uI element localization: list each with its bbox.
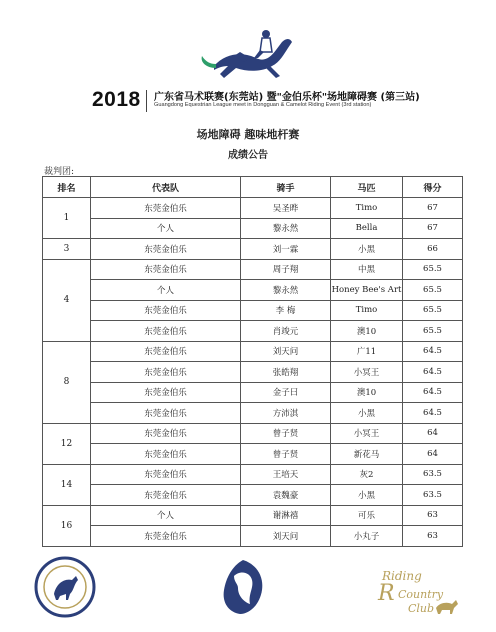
team-cell: 东莞金伯乐	[91, 321, 241, 342]
rider-cell: 谢淋禧	[241, 505, 331, 526]
competition-subtitle: 场地障碍 趣味地杆赛	[196, 128, 300, 141]
team-cell: 东莞金伯乐	[91, 464, 241, 485]
score-cell: 65.5	[403, 259, 463, 280]
score-cell: 63	[403, 505, 463, 526]
score-cell: 67	[403, 198, 463, 219]
team-cell: 东莞金伯乐	[91, 198, 241, 219]
horse-cell: 小黑	[331, 239, 403, 260]
score-cell: 64.5	[403, 382, 463, 403]
score-cell: 64.5	[403, 362, 463, 383]
rider-cell: 黎永然	[241, 218, 331, 239]
team-cell: 东莞金伯乐	[91, 239, 241, 260]
rider-cell: 曾子贤	[241, 444, 331, 465]
team-cell: 东莞金伯乐	[91, 526, 241, 547]
horse-cell: 新花马	[331, 444, 403, 465]
table-row	[43, 300, 463, 321]
club-horse-head-logo	[220, 558, 266, 616]
svg-text:R: R	[378, 581, 395, 606]
horse-cell: Timo	[331, 300, 403, 321]
header-rider: 骑手	[241, 177, 331, 198]
horse-cell: 可乐	[331, 505, 403, 526]
score-cell: 64.5	[403, 403, 463, 424]
rider-cell: 吴圣晔	[241, 198, 331, 219]
team-cell: 东莞金伯乐	[91, 259, 241, 280]
rider-cell: 张皓翔	[241, 362, 331, 383]
horse-cell: 广11	[331, 341, 403, 362]
judge-panel-label: 裁判团:	[44, 167, 75, 177]
score-cell: 63	[403, 526, 463, 547]
header-rank: 排名	[43, 177, 91, 198]
event-title-cn: 广东省马术联赛(东莞站) 暨"金伯乐杯"场地障碍赛 (第三站)	[154, 92, 420, 103]
score-cell: 65.5	[403, 280, 463, 301]
table-row	[43, 218, 463, 239]
score-cell: 64	[403, 444, 463, 465]
rank-cell: 8	[43, 341, 91, 423]
rider-cell: 方沛淇	[241, 403, 331, 424]
table-row	[43, 526, 463, 547]
score-cell: 65.5	[403, 300, 463, 321]
horse-cell: 小黑	[331, 403, 403, 424]
rider-cell: 肖竣元	[241, 321, 331, 342]
table-row	[43, 239, 463, 260]
team-cell: 东莞金伯乐	[91, 341, 241, 362]
header-score: 得分	[403, 177, 463, 198]
score-cell: 64.5	[403, 341, 463, 362]
score-cell: 63.5	[403, 464, 463, 485]
table-row	[43, 485, 463, 506]
rider-cell: 金子曰	[241, 382, 331, 403]
team-cell: 东莞金伯乐	[91, 444, 241, 465]
horse-cell: 小冥王	[331, 362, 403, 383]
rank-cell: 14	[43, 464, 91, 505]
table-row	[43, 321, 463, 342]
team-cell: 东莞金伯乐	[91, 423, 241, 444]
table-row	[43, 198, 463, 219]
svg-text:Country: Country	[398, 588, 444, 601]
event-year: 2018	[92, 88, 141, 111]
results-notice-title: 成绩公告	[228, 150, 268, 161]
table-row	[43, 259, 463, 280]
table-row	[43, 280, 463, 301]
score-cell: 67	[403, 218, 463, 239]
rider-cell: 刘天问	[241, 341, 331, 362]
table-row	[43, 341, 463, 362]
rank-cell: 3	[43, 239, 91, 260]
score-cell: 64	[403, 423, 463, 444]
horse-cell: Bella	[331, 218, 403, 239]
horse-cell: 澳10	[331, 382, 403, 403]
event-header	[92, 88, 422, 116]
svg-text:Riding: Riding	[382, 569, 422, 583]
rank-cell: 16	[43, 505, 91, 546]
team-cell: 东莞金伯乐	[91, 485, 241, 506]
rider-cell: 曾子贤	[241, 423, 331, 444]
event-title-en: Guangdong Equestrian League meet in Dongguan & Camelot Riding Event (3rd station)	[154, 102, 372, 108]
horse-cell: 小黑	[331, 485, 403, 506]
horse-cell: 澳10	[331, 321, 403, 342]
team-cell: 东莞金伯乐	[91, 362, 241, 383]
team-cell: 个人	[91, 505, 241, 526]
table-row	[43, 403, 463, 424]
rider-cell: 王培天	[241, 464, 331, 485]
table-row	[43, 382, 463, 403]
horse-cell: 中黑	[331, 259, 403, 280]
score-cell: 66	[403, 239, 463, 260]
rider-cell: 刘天问	[241, 526, 331, 547]
table-row	[43, 423, 463, 444]
horse-cell: 灰2	[331, 464, 403, 485]
score-cell: 63.5	[403, 485, 463, 506]
rider-cell: 刘一霖	[241, 239, 331, 260]
svg-text:Club: Club	[408, 602, 435, 615]
riding-country-club-logo	[372, 558, 462, 618]
guangdong-equestrian-association-logo	[34, 556, 96, 618]
table-row	[43, 444, 463, 465]
team-cell: 东莞金伯乐	[91, 403, 241, 424]
score-cell: 65.5	[403, 321, 463, 342]
rank-cell: 1	[43, 198, 91, 239]
rank-cell: 4	[43, 259, 91, 341]
table-header-row	[43, 177, 463, 198]
horse-cell: 小丸子	[331, 526, 403, 547]
team-cell: 东莞金伯乐	[91, 382, 241, 403]
horse-cell: 小冥王	[331, 423, 403, 444]
results-table	[42, 176, 463, 547]
rider-cell: 黎永然	[241, 280, 331, 301]
table-row	[43, 362, 463, 383]
table-row	[43, 464, 463, 485]
team-cell: 个人	[91, 280, 241, 301]
table-row	[43, 505, 463, 526]
horse-cell: Honey Bee's Art	[331, 280, 403, 301]
rider-cell: 周子翔	[241, 259, 331, 280]
horse-jumping-logo	[196, 22, 306, 84]
header-team: 代表队	[91, 177, 241, 198]
rider-cell: 袁魏豪	[241, 485, 331, 506]
header-divider	[146, 90, 147, 112]
header-horse: 马匹	[331, 177, 403, 198]
team-cell: 个人	[91, 218, 241, 239]
horse-cell: Timo	[331, 198, 403, 219]
rank-cell: 12	[43, 423, 91, 464]
rider-cell: 李 梅	[241, 300, 331, 321]
team-cell: 东莞金伯乐	[91, 300, 241, 321]
